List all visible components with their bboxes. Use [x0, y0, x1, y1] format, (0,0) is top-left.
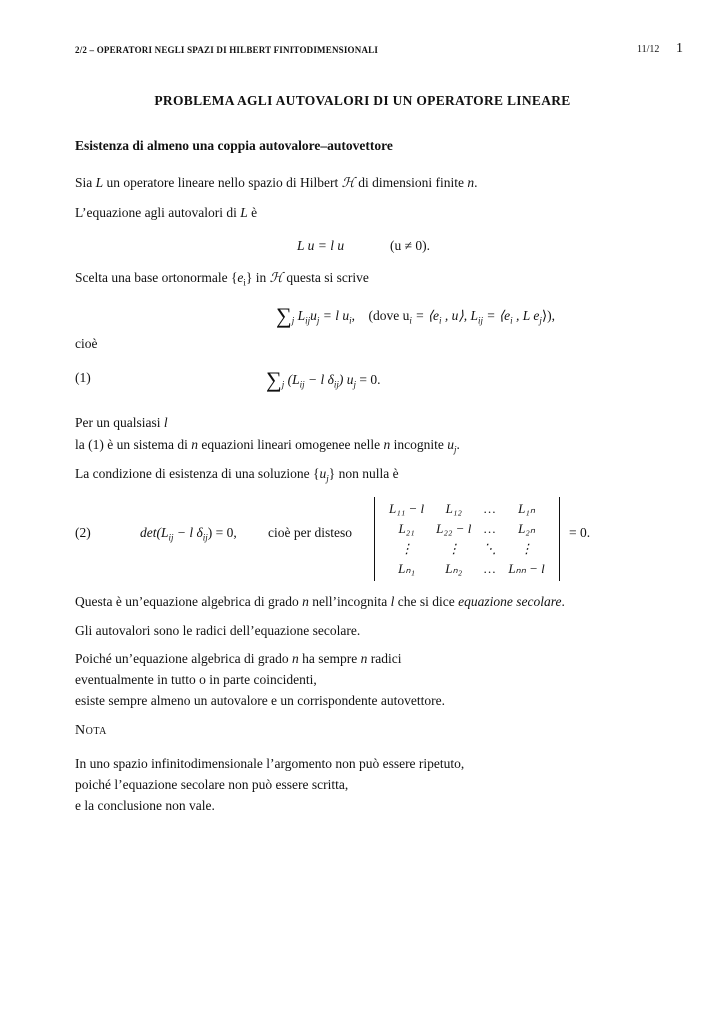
matrix-cell: L₂₂ − l [436, 521, 472, 536]
eigen-condition: (u ≠ 0). [390, 238, 431, 253]
matrix-cell: … [484, 501, 496, 516]
matrix-cell: ⋱ [483, 541, 497, 556]
paragraph-6: Questa è un’equazione algebrica di grado n nell’incognita l che si dice equazione secolare. [75, 594, 565, 609]
paragraph-9-line-1: In uno spazio infinitodimensionale l’argomento non può essere ripetuto, [75, 756, 465, 771]
paragraph-4-line-1: Per un qualsiasi l [75, 415, 168, 430]
paragraph-5: La condizione di esistenza di una soluzione $\{u_j\}$ non nulla è [75, 466, 399, 484]
paragraph-9-line-2: poiché l’equazione secolare non può essere scritta, [75, 777, 349, 792]
section-subtitle: Esistenza di almeno una coppia autovalore–autovettore [75, 138, 393, 153]
running-header: 2/2 – OPERATORI NEGLI SPAZI DI HILBERT FINITODIMENSIONALI [75, 45, 379, 55]
matrix-cell: ⋮ [447, 541, 461, 556]
header-date: 11/12 [637, 44, 660, 55]
equation-2-label: (2) [75, 525, 91, 540]
equation-2-rhs: = 0. [569, 525, 591, 540]
matrix-cell: ⋮ [400, 541, 414, 556]
paragraph-8-line-1: Poiché un’equazione algebrica di grado n ha sempre n radici [75, 651, 402, 666]
secular-matrix [374, 497, 560, 581]
page-number: 1 [676, 41, 683, 56]
matrix-cell: ⋮ [520, 541, 534, 556]
component-equation: $\sum_j$ $L_{ij}u_j = l$ $u_i$, (dove $u_i$ = $⟨e_i$ , u⟩, $L_{ij}$ = $⟨e_i$ , L $e_j⟩$), [276, 303, 556, 328]
nota-heading: Nota [75, 723, 107, 738]
equation-1-label: (1) [75, 370, 91, 385]
paragraph-8-line-3: esiste sempre almeno un autovalore e un corrispondente autovettore. [75, 693, 445, 708]
equation-2-determinant: $\det(L_{ij} - l$ $\delta_{ij}) = 0$, [140, 525, 237, 543]
matrix-cell: L₁ₙ [518, 501, 536, 516]
equation-1: $\sum_j$ ($L_{ij} - l$ $\delta_{ij}$) $u_j = 0$. [266, 367, 381, 392]
matrix-cell: Lₙₙ − l [508, 561, 545, 576]
paragraph-1: Sia L un operatore lineare nello spazio di Hilbert ℋ di dimensioni finite n. [75, 175, 478, 190]
matrix-cell: L₂₁ [398, 521, 415, 536]
matrix-cell: L₁₂ [445, 501, 462, 516]
matrix-cell: L₁₁ − l [389, 501, 425, 516]
eigen-equation: L u = l u [297, 238, 345, 253]
matrix-cell: Lₙ₁ [398, 561, 416, 576]
paragraph-4-line-2: la (1) è un sistema di n equazioni lineari omogenee nelle n incognite $u_j$. [75, 437, 460, 455]
paragraph-2: L’equazione agli autovalori di L è [75, 205, 258, 220]
paragraph-7: Gli autovalori sono le radici dell’equazione secolare. [75, 623, 361, 638]
matrix-cell: Lₙ₂ [445, 561, 463, 576]
equation-2-text: cioè per disteso [268, 525, 352, 540]
cioe-text: cioè [75, 336, 98, 351]
paragraph-8-line-2: eventualmente in tutto o in parte coincidenti, [75, 672, 317, 687]
matrix-cell: L₂ₙ [518, 521, 536, 536]
paragraph-9-line-3: e la conclusione non vale. [75, 798, 215, 813]
matrix-cell: … [484, 561, 496, 576]
page-title: PROBLEMA AGLI AUTOVALORI DI UN OPERATORE LINEARE [154, 93, 571, 108]
paragraph-3: Scelta una base ortonormale $\{e_i\}$ in ℋ questa si scrive [75, 270, 369, 288]
matrix-cell: … [484, 521, 496, 536]
